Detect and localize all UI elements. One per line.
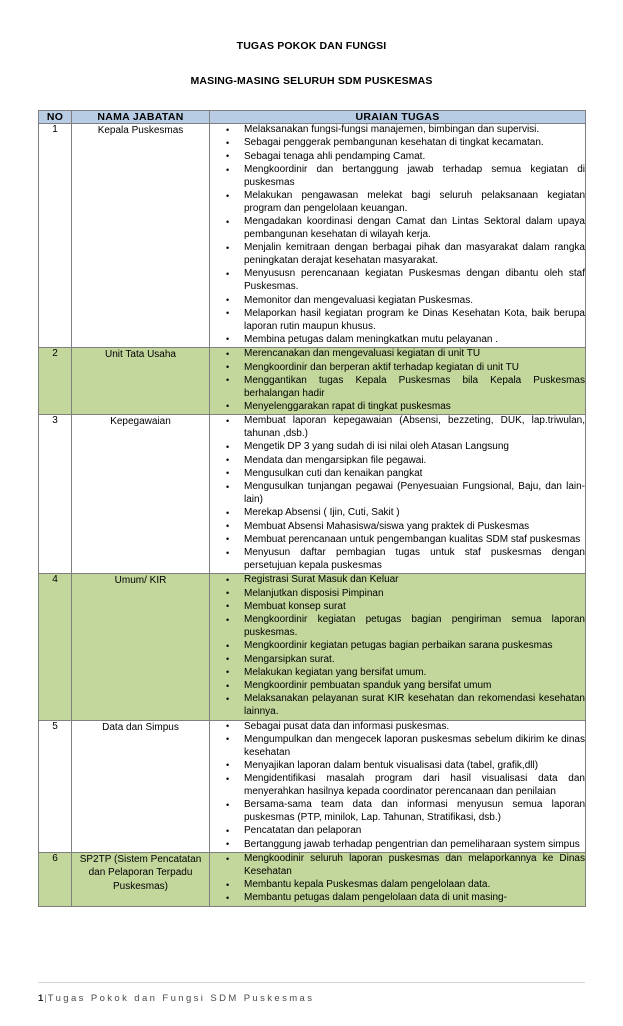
task-item: • Melaksanakan pelayanan surat KIR kesehatan dan rekomendasi kesehatan lainnya. xyxy=(226,693,585,719)
task-item: • Sebagai tenaga ahli pendamping Camat. xyxy=(226,151,585,164)
cell-nama-jabatan: Umum/ KIR xyxy=(72,574,210,720)
column-header-uraian-tugas: URAIAN TUGAS xyxy=(210,111,586,124)
task-list xyxy=(210,415,585,573)
task-item: • Menyelenggarakan rapat di tingkat puskesmas xyxy=(226,401,585,414)
task-item: • Merekap Absensi ( Ijin, Cuti, Sakit ) xyxy=(226,507,585,520)
task-item: • Mengumpulkan dan mengecek laporan puskesmas sebelum dikirim ke dinas kesehatan xyxy=(226,734,585,760)
task-item: • Membina petugas dalam meningkatkan mutu pelayanan . xyxy=(226,334,585,347)
task-item: • Sebagai pusat data dan informasi puskesmas. xyxy=(226,721,585,734)
cell-no: 4 xyxy=(39,574,72,720)
footer-text xyxy=(38,993,585,1004)
footer-label: Tugas Pokok dan Fungsi SDM Puskesmas xyxy=(47,993,315,1004)
task-list xyxy=(210,348,585,413)
cell-uraian-tugas xyxy=(210,124,586,348)
cell-nama-jabatan: Unit Tata Usaha xyxy=(72,348,210,415)
task-item: • Membuat konsep surat xyxy=(226,601,585,614)
task-item: • Melakukan kegiatan yang bersifat umum. xyxy=(226,667,585,680)
task-item: • Membantu petugas dalam pengelolaan data di unit masing- xyxy=(226,892,585,905)
task-item: • Mengusulkan cuti dan kenaikan pangkat xyxy=(226,468,585,481)
table-header-row xyxy=(39,111,586,124)
task-item: • Bertanggung jawab terhadap pengentrian dan pemeliharaan system simpus xyxy=(226,839,585,852)
cell-uraian-tugas xyxy=(210,348,586,415)
table-row xyxy=(39,124,586,348)
task-item: • Mengkoordinir dan bertanggung jawab terhadap semua kegiatan di puskesmas xyxy=(226,164,585,190)
task-item: • Mengkoordinir kegiatan petugas bagian pengiriman semua laporan puskesmas. xyxy=(226,614,585,640)
task-item: • Menyususn perencanaan kegiatan Puskesmas dengan dibantu oleh staf Puskesmas. xyxy=(226,268,585,294)
task-item: • Menyusun daftar pembagian tugas untuk staf puskesmas dengan persetujuan kepala puskesmas xyxy=(226,547,585,573)
cell-no: 1 xyxy=(39,124,72,348)
cell-nama-jabatan: Kepala Puskesmas xyxy=(72,124,210,348)
document-heading xyxy=(38,0,585,87)
cell-uraian-tugas xyxy=(210,853,586,907)
task-item: • Melakukan pengawasan melekat bagi seluruh pelaksanaan kegiatan program dan pengelolaan keuangan. xyxy=(226,190,585,216)
task-item: • Menggantikan tugas Kepala Puskesmas bila Kepala Puskesmas berhalangan hadir xyxy=(226,375,585,401)
page-title: TUGAS POKOK DAN FUNGSI xyxy=(236,40,387,52)
task-item: • Mengkoordinir pembuatan spanduk yang bersifat umum xyxy=(226,680,585,693)
footer-page-number: 1 xyxy=(38,993,44,1004)
cell-uraian-tugas xyxy=(210,720,586,852)
task-item: • Mengkoordinir dan berperan aktif terhadap kegiatan di unit TU xyxy=(226,362,585,375)
task-item: • Bersama-sama team data dan informasi menyusun semua laporan puskesmas (PTP, minilok, Lap. Tahunan, Stratifikasi, dsb.) xyxy=(226,799,585,825)
task-item: • Menyajikan laporan dalam bentuk visualisasi data (tabel, grafik,dll) xyxy=(226,760,585,773)
footer-divider xyxy=(38,982,585,983)
footer-separator: | xyxy=(44,993,47,1004)
table-row xyxy=(39,415,586,574)
task-item: • Melaksanakan fungsi-fungsi manajemen, bimbingan dan supervisi. xyxy=(226,124,585,137)
task-item: • Membuat Absensi Mahasiswa/siswa yang praktek di Puskesmas xyxy=(226,521,585,534)
table-row xyxy=(39,720,586,852)
task-item: • Menjalin kemitraan dengan berbagai pihak dan masyarakat dalam rangka peningkatan derajat kesehatan masyarakat. xyxy=(226,242,585,268)
tupoksi-table xyxy=(38,110,586,907)
cell-nama-jabatan: SP2TP (Sistem Pencatatan dan Pelaporan Terpadu Puskesmas) xyxy=(72,853,210,907)
task-item: • Melaporkan hasil kegiatan program ke Dinas Kesehatan Kota, baik berupa laporan rutin maupun khusus. xyxy=(226,308,585,334)
table-row xyxy=(39,348,586,415)
task-item: • Sebagai penggerak pembangunan kesehatan di tingkat kecamatan. xyxy=(226,137,585,150)
task-item: • Membuat perencanaan untuk pengembangan kualitas SDM staf puskesmas xyxy=(226,534,585,547)
task-item: • Membantu kepala Puskesmas dalam pengelolaan data. xyxy=(226,879,585,892)
cell-no: 2 xyxy=(39,348,72,415)
cell-uraian-tugas xyxy=(210,574,586,720)
table-header xyxy=(39,111,586,124)
task-item: • Merencanakan dan mengevaluasi kegiatan di unit TU xyxy=(226,348,585,361)
task-item: • Mendata dan mengarsipkan file pegawai. xyxy=(226,455,585,468)
task-item: • Mengadakan koordinasi dengan Camat dan Lintas Sektoral dalam upaya pembangunan kesehatan di wilayah kerja. xyxy=(226,216,585,242)
cell-uraian-tugas xyxy=(210,415,586,574)
task-list xyxy=(210,721,585,852)
task-item: • Registrasi Surat Masuk dan Keluar xyxy=(226,574,585,587)
table-row xyxy=(39,853,586,907)
task-item: • Melanjutkan disposisi Pimpinan xyxy=(226,588,585,601)
cell-no: 3 xyxy=(39,415,72,574)
cell-no: 5 xyxy=(39,720,72,852)
column-header-nama-jabatan: NAMA JABATAN xyxy=(72,111,210,124)
page-footer xyxy=(38,982,585,1004)
task-item: • Mengetik DP 3 yang sudah di isi nilai oleh Atasan Langsung xyxy=(226,441,585,454)
cell-nama-jabatan: Kepegawaian xyxy=(72,415,210,574)
task-item: • Mengusulkan tunjangan pegawai (Penyesuaian Fungsional, Baju, dan lain-lain) xyxy=(226,481,585,507)
task-item: • Memonitor dan mengevaluasi kegiatan Puskesmas. xyxy=(226,295,585,308)
task-item: • Mengkoordinir kegiatan petugas bagian perbaikan sarana puskesmas xyxy=(226,640,585,653)
task-item: • Membuat laporan kepegawaian (Absensi, bezzeting, DUK, lap.triwulan, tahunan ,dsb.) xyxy=(226,415,585,441)
page-subtitle: MASING-MASING SELURUH SDM PUSKESMAS xyxy=(190,74,433,87)
cell-nama-jabatan: Data dan Simpus xyxy=(72,720,210,852)
task-list xyxy=(210,124,585,347)
task-item: • Mengkoodinir seluruh laporan puskesmas dan melaporkannya ke Dinas Kesehatan xyxy=(226,853,585,879)
cell-no: 6 xyxy=(39,853,72,907)
column-header-no: NO xyxy=(39,111,72,124)
table-row xyxy=(39,574,586,720)
task-list xyxy=(210,853,585,905)
task-list xyxy=(210,574,585,719)
task-item: • Pencatatan dan pelaporan xyxy=(226,825,585,838)
task-item: • Mengidentifikasi masalah program dari hasil visualisasi data dan menyerahkan hasilnya kepada coordinator perencanaan dan penilaian xyxy=(226,773,585,799)
table-body xyxy=(39,124,586,907)
task-item: • Mengarsipkan surat. xyxy=(226,654,585,667)
